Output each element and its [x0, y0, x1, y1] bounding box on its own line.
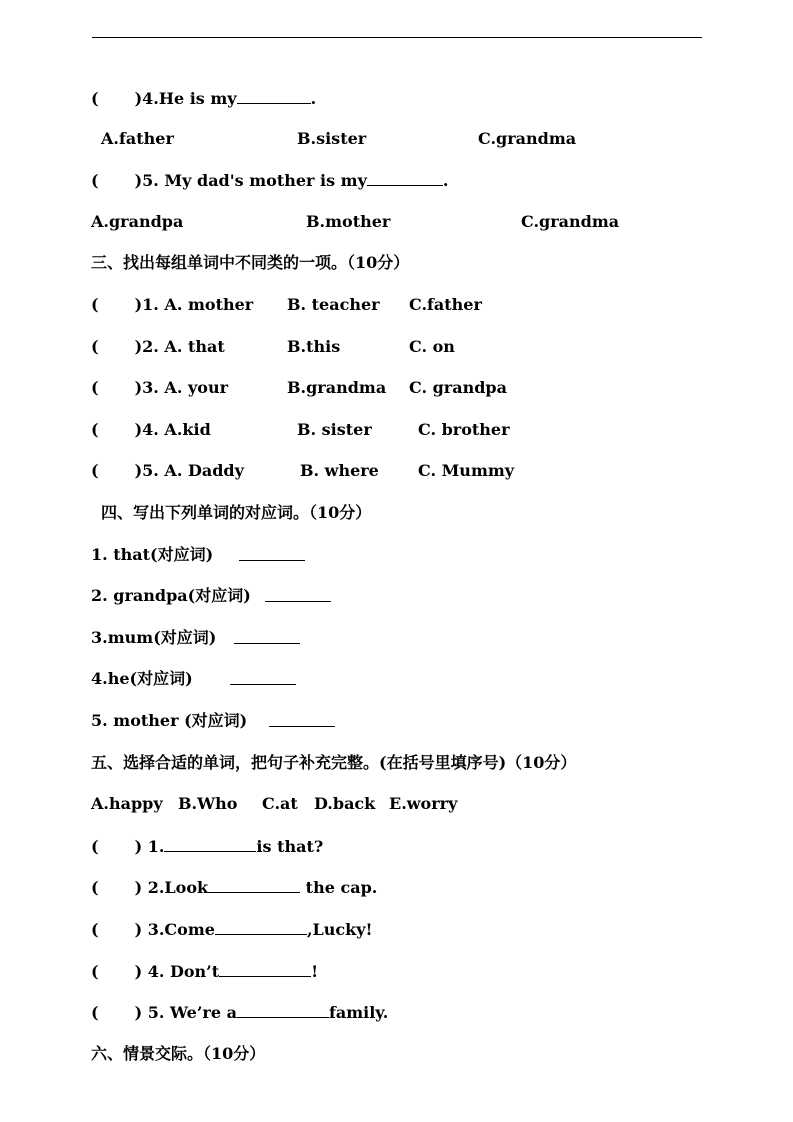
s5-row-3: ( ) 3.Come ,Lucky! — [91, 920, 373, 939]
s3-row-2-b: B.this — [287, 337, 341, 356]
s5-option-e: E.worry — [389, 794, 458, 813]
s3-row-3-b: B.grandma — [287, 378, 387, 397]
answer-blank[interactable] — [367, 170, 443, 186]
s5-row-1: ( ) 1. is that? — [91, 837, 324, 856]
answer-blank[interactable] — [219, 961, 311, 977]
s3-row-1-c: C.father — [409, 295, 482, 314]
s3-row-2: ( )2. A. that — [91, 337, 225, 356]
section-5-heading: 五、选择合适的单词，把句子补充完整。(在括号里填序号)（10分） — [91, 753, 577, 772]
header-rule — [92, 37, 702, 38]
s3-row-5: ( )5. A. Daddy — [91, 461, 244, 480]
s3-row-3: ( )3. A. your — [91, 378, 229, 397]
option-a: A.father — [101, 129, 174, 148]
s3-row-1: ( )1. A. mother — [91, 295, 254, 314]
answer-blank[interactable] — [265, 586, 331, 606]
s4-row-3: 3.mum(对应词) — [91, 628, 217, 647]
s3-row-4-b: B. sister — [297, 420, 372, 439]
section-6-heading: 六、情景交际。（10分） — [91, 1044, 266, 1063]
answer-blank[interactable] — [234, 628, 300, 648]
s5-row-2: ( ) 2.Look the cap. — [91, 878, 378, 897]
s5-option-d: D.back — [314, 794, 376, 813]
s5-option-b: B.Who — [178, 794, 238, 813]
s3-row-2-c: C. on — [409, 337, 455, 356]
s4-row-2: 2. grandpa(对应词) — [91, 586, 251, 605]
answer-blank[interactable] — [208, 877, 300, 893]
s3-row-3-c: C. grandpa — [409, 378, 507, 397]
question-s2-4: ( )4.He is my . — [91, 89, 317, 108]
s5-row-4: ( ) 4. Don’t ! — [91, 962, 319, 981]
s5-option-c: C.at — [262, 794, 298, 813]
answer-blank[interactable] — [215, 919, 307, 935]
s4-row-4: 4.he(对应词) — [91, 669, 193, 688]
answer-blank[interactable] — [269, 711, 335, 731]
s3-row-4-c: C. brother — [418, 420, 510, 439]
s3-row-5-b: B. where — [300, 461, 379, 480]
answer-blank[interactable] — [237, 88, 311, 104]
answer-blank[interactable] — [237, 1002, 329, 1018]
answer-blank[interactable] — [239, 545, 305, 565]
option-b: B.mother — [306, 212, 391, 231]
option-c: C.grandma — [478, 129, 577, 148]
s5-option-a: A.happy — [91, 794, 163, 813]
s4-row-5: 5. mother (对应词) — [91, 711, 248, 730]
option-a: A.grandpa — [91, 212, 184, 231]
s3-row-1-b: B. teacher — [287, 295, 380, 314]
answer-blank[interactable] — [230, 669, 296, 689]
s3-row-4: ( )4. A.kid — [91, 420, 211, 439]
s5-row-5: ( ) 5. We’re a family. — [91, 1003, 389, 1022]
option-b: B.sister — [297, 129, 367, 148]
option-c: C.grandma — [521, 212, 620, 231]
s3-row-5-c: C. Mummy — [418, 461, 515, 480]
question-s2-5: ( )5. My dad's mother is my . — [91, 171, 449, 190]
section-3-heading: 三、找出每组单词中不同类的一项。（10分） — [91, 253, 410, 272]
section-4-heading: 四、写出下列单词的对应词。（10分） — [101, 503, 372, 522]
s4-row-1: 1. that(对应词) — [91, 545, 214, 564]
answer-blank[interactable] — [164, 836, 256, 852]
